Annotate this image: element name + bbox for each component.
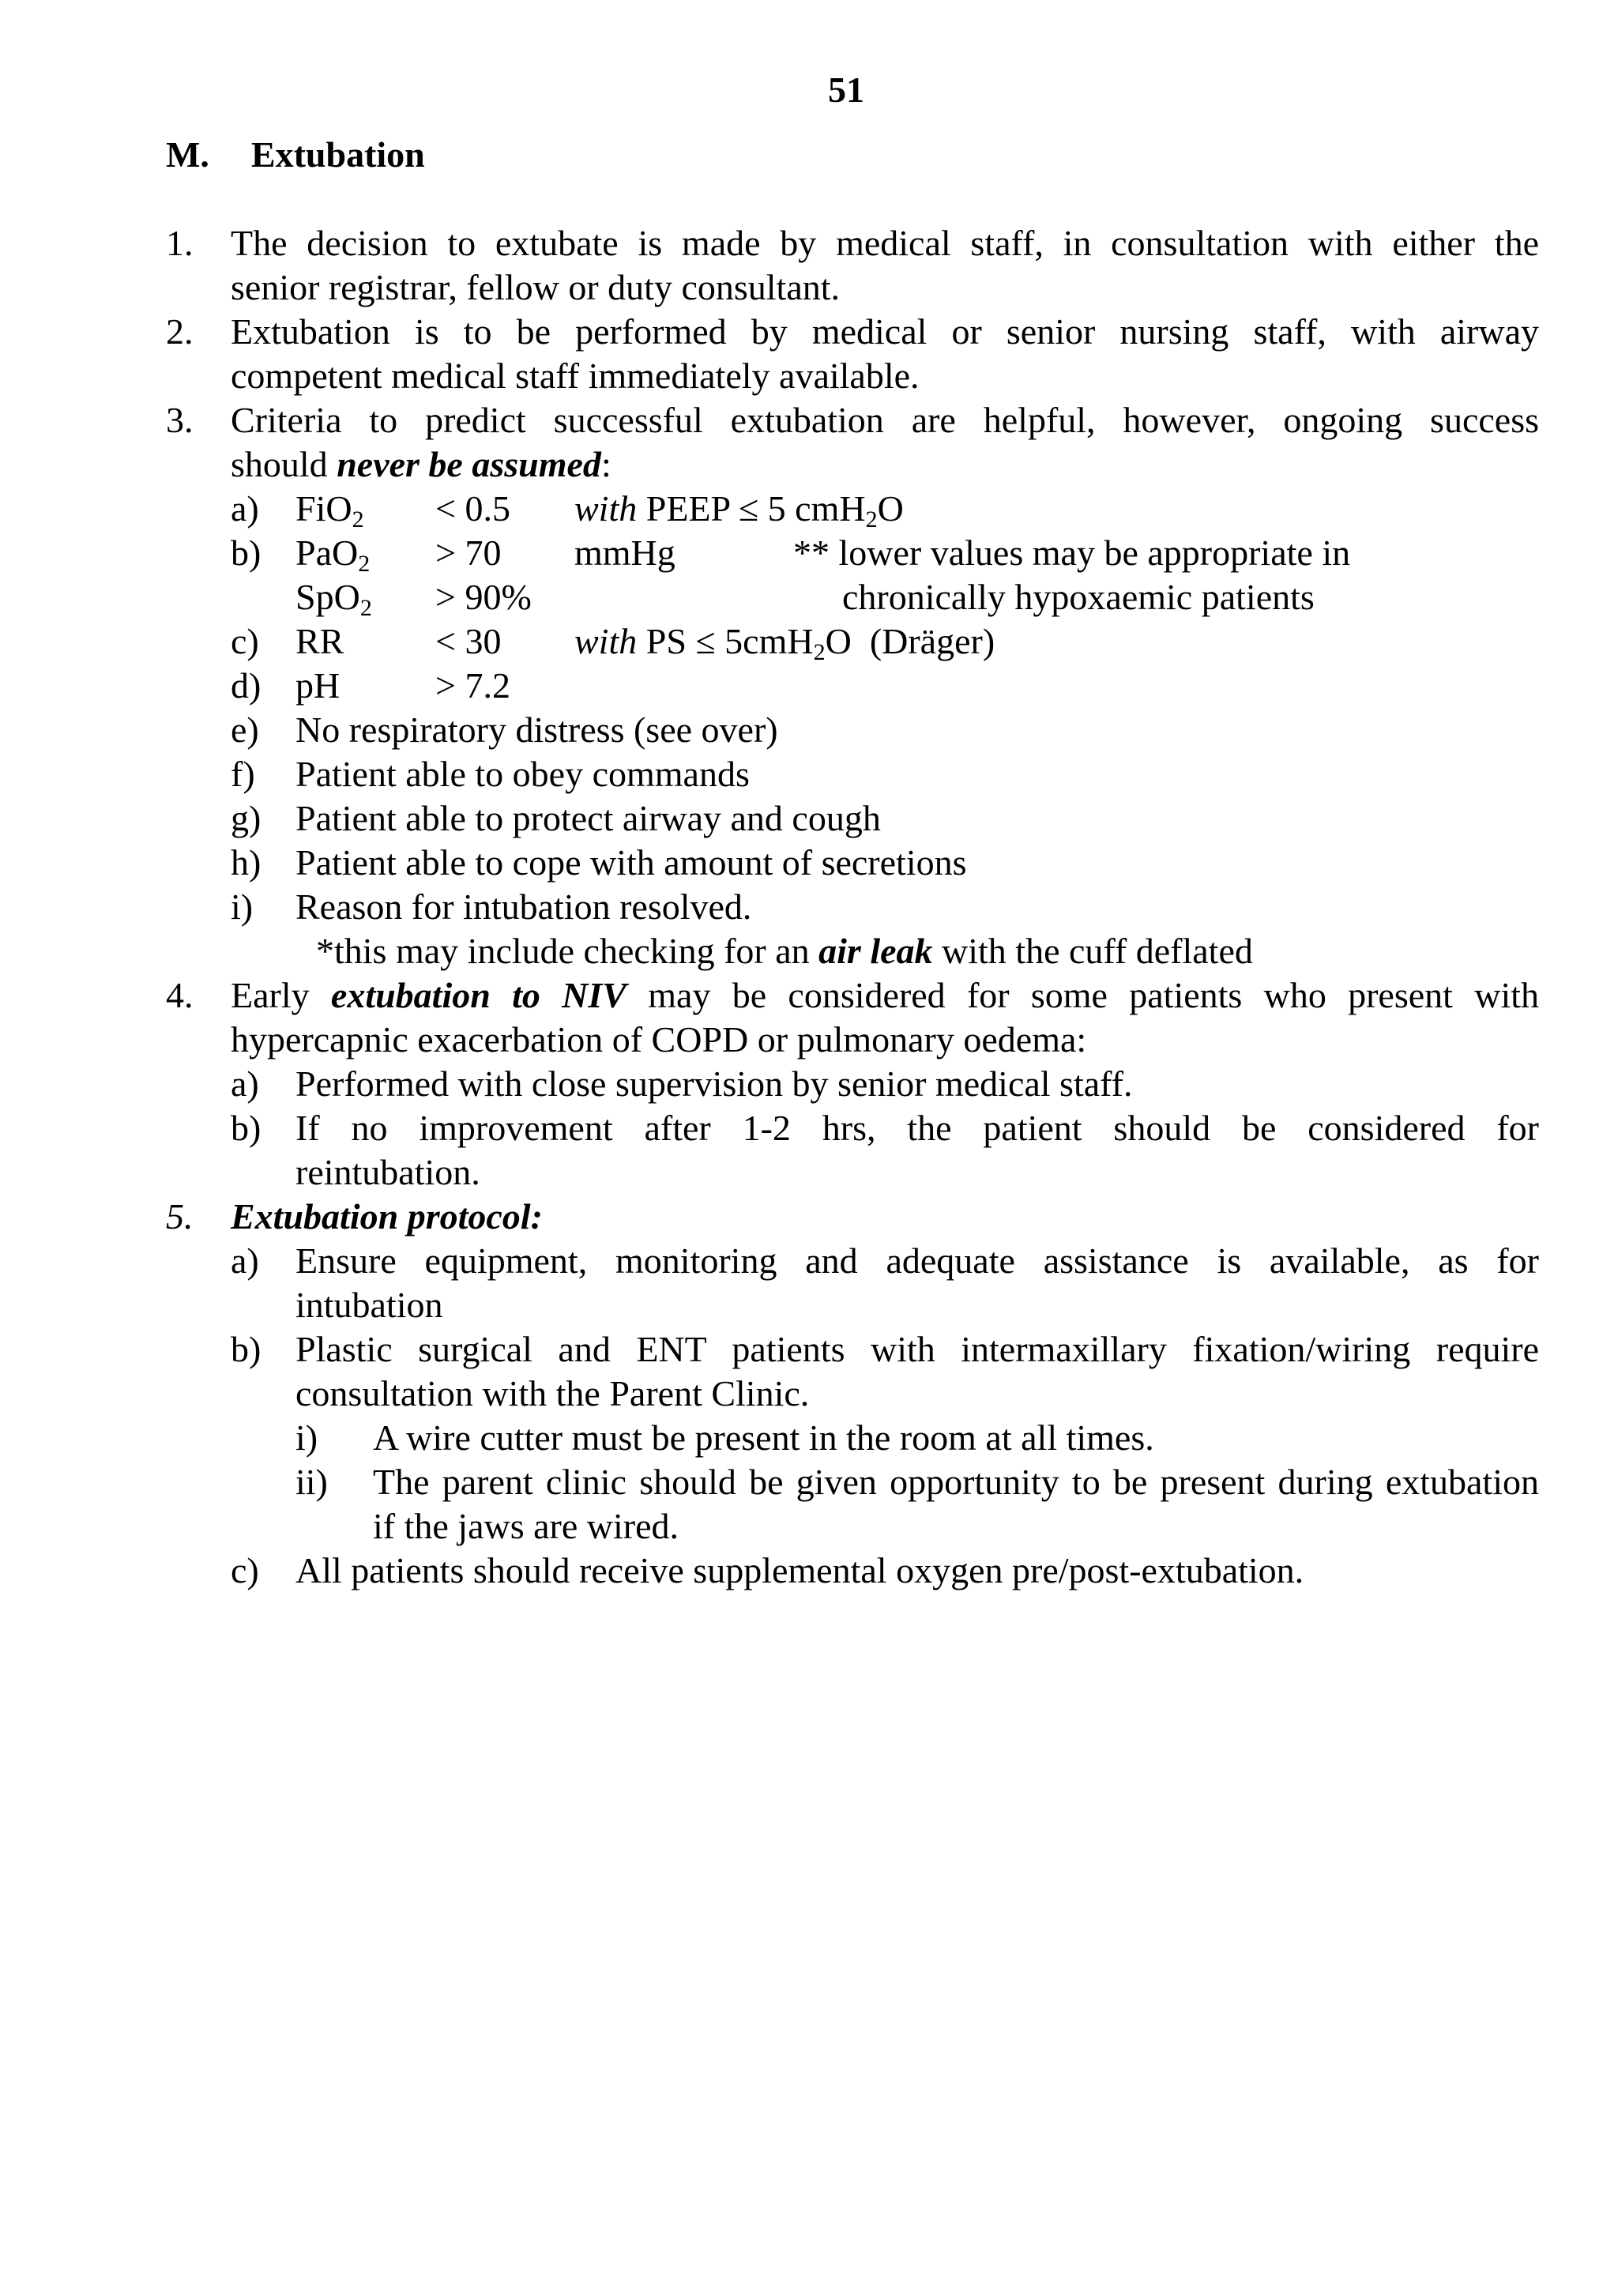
item-5-b-line-2: consultation with the Parent Clinic. xyxy=(295,1373,810,1413)
item-3-line-2 xyxy=(231,442,611,487)
criterion-c-value: < 30 xyxy=(435,621,502,661)
criterion-e-letter: e) xyxy=(231,710,259,750)
item-4-b-line-1: If no improvement after 1-2 hrs, the patient should be considered for xyxy=(295,1108,1539,1148)
criterion-f-letter: f) xyxy=(231,754,255,794)
item-3-line-2-text: should xyxy=(231,444,337,484)
emphasis-never-be-assumed: never be assumed xyxy=(337,444,601,484)
item-5-b-i-text: A wire cutter must be present in the room at all times. xyxy=(373,1417,1154,1458)
item-1-line-2: senior registrar, fellow or duty consultant. xyxy=(231,267,841,307)
criterion-i-text: Reason for intubation resolved. xyxy=(295,886,752,927)
emphasis-extubation-to-niv: extubation to NIV xyxy=(330,975,627,1015)
criterion-b-param-2: SpO$_2$ xyxy=(295,577,372,621)
item-5-c-letter: c) xyxy=(231,1550,259,1590)
item-4-b-letter: b) xyxy=(231,1108,262,1148)
criterion-h-letter: h) xyxy=(231,842,262,883)
item-2-line-2: competent medical staff immediately available. xyxy=(231,356,920,396)
criterion-g-text: Patient able to protect airway and cough xyxy=(295,798,881,838)
section-heading xyxy=(166,133,425,177)
criterion-i-note: *this may include checking for an air leak with the cuff deflated xyxy=(316,931,1253,971)
item-1-line-1: The decision to extubate is made by medical staff, in consultation with either the xyxy=(231,223,1539,263)
item-5-a-letter: a) xyxy=(231,1240,259,1281)
item-3-line-2-colon: : xyxy=(600,444,611,484)
criterion-d-value: > 7.2 xyxy=(435,665,510,706)
page-number: 51 xyxy=(828,70,864,110)
criterion-b-param: PaO$_2$ xyxy=(295,533,371,577)
item-5-b-ii-letter: ii) xyxy=(295,1462,328,1502)
criterion-i-letter: i) xyxy=(231,886,254,927)
criterion-e-text: No respiratory distress (see over) xyxy=(295,710,778,750)
criterion-a-letter: a) xyxy=(231,488,259,529)
criterion-d-letter: d) xyxy=(231,665,262,706)
item-5-c-text: All patients should receive supplemental oxygen pre/post-extubation. xyxy=(295,1550,1304,1590)
item-5-title: Extubation protocol: xyxy=(231,1196,543,1236)
item-3-number: 3. xyxy=(166,400,194,440)
criterion-b-note-2: chronically hypoxaemic patients xyxy=(842,577,1315,617)
criterion-c-letter: c) xyxy=(231,621,259,661)
item-3-line-1: Criteria to predict successful extubation are helpful, however, ongoing success xyxy=(231,400,1539,440)
criterion-c-condition: with PS ≤ 5cmH$_2$O (Dräger) xyxy=(574,621,995,665)
emphasis-air-leak: air leak xyxy=(818,931,933,971)
criterion-a-param: FiO$_2$ xyxy=(295,488,364,533)
item-5-a-line-2: intubation xyxy=(295,1285,443,1325)
item-5-b-line-1: Plastic surgical and ENT patients with intermaxillary fixation/wiring require xyxy=(295,1329,1539,1369)
item-5-a-line-1: Ensure equipment, monitoring and adequate assistance is available, as for xyxy=(295,1240,1539,1281)
criterion-a-condition: with PEEP ≤ 5 cmH$_2$O xyxy=(574,488,904,533)
criterion-g-letter: g) xyxy=(231,798,262,838)
item-4-a-text: Performed with close supervision by senior medical staff. xyxy=(295,1063,1133,1104)
item-4-b-line-2: reintubation. xyxy=(295,1152,480,1192)
item-4-line-2: hypercapnic exacerbation of COPD or pulmonary oedema: xyxy=(231,1019,1087,1060)
criterion-d-param: pH xyxy=(295,665,341,706)
item-5-b-letter: b) xyxy=(231,1329,262,1369)
section-title: Extubation xyxy=(250,134,425,175)
item-4-line-1: Early extubation to NIV may be considered for some patients who present with xyxy=(231,975,1540,1015)
item-5-b-ii-line-2: if the jaws are wired. xyxy=(373,1506,679,1546)
item-2-line-1: Extubation is to be performed by medical or senior nursing staff, with airway xyxy=(231,311,1539,352)
criterion-f-text: Patient able to obey commands xyxy=(295,754,750,794)
item-1-number: 1. xyxy=(166,223,194,263)
item-4-number: 4. xyxy=(166,975,194,1015)
criterion-b-letter: b) xyxy=(231,533,262,573)
item-5-b-i-letter: i) xyxy=(295,1417,318,1458)
item-4-a-letter: a) xyxy=(231,1063,259,1104)
item-5-b-ii-line-1: The parent clinic should be given opportunity to be present during extubation xyxy=(373,1462,1539,1502)
item-2-number: 2. xyxy=(166,311,194,352)
criterion-b-value-2: > 90% xyxy=(435,577,532,617)
criterion-h-text: Patient able to cope with amount of secretions xyxy=(295,842,967,883)
criterion-a-value: < 0.5 xyxy=(435,488,510,529)
item-5-number: 5. xyxy=(166,1196,194,1236)
criterion-b-unit: mmHg xyxy=(574,533,675,573)
section-letter: M. xyxy=(166,134,209,175)
criterion-b-value: > 70 xyxy=(435,533,502,573)
criterion-b-note-1: ** lower values may be appropriate in xyxy=(793,533,1351,573)
criterion-c-param: RR xyxy=(295,621,344,661)
